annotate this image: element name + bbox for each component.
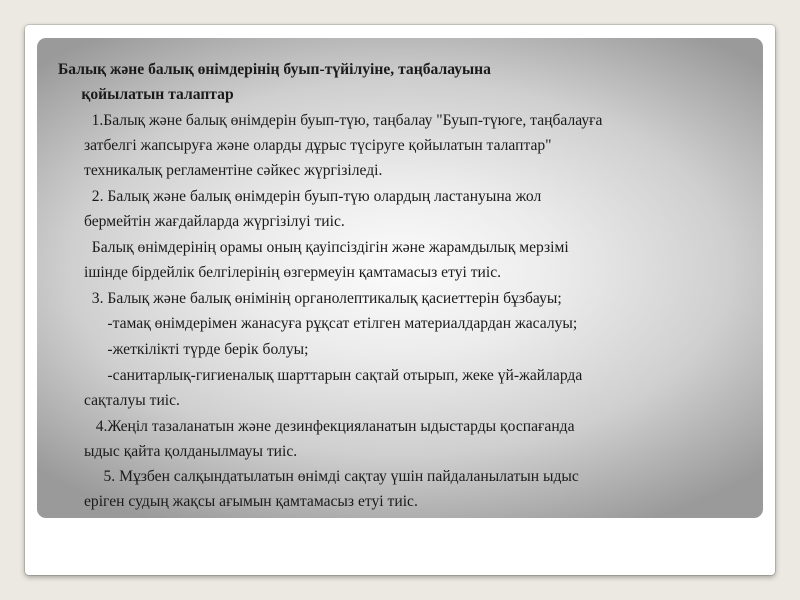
paragraph-4: 3. Балық және балық өнімінің органолептикалық қасиеттерін бұзбауы; xyxy=(84,290,562,307)
slide-heading: Балық және балық өнімдерінің буып-түйілуіне, таңбалауына қойылатын талаптар xyxy=(58,61,491,103)
list-item-2: -жеткілікті түрде берік болуы; xyxy=(84,341,309,358)
list-item-1: -тамақ өнімдерімен жанасуға рұқсат етілген материалдардан жасалуы; xyxy=(84,315,578,332)
paragraph-1: 1.Балық және балық өнімдерін буып-түю, таңбалау "Буып-түюге, таңбалауға затбелгі жапсыруға және оларды дұрыс түсіруге қойылатын талаптар" техникалық регламентіне сәйкес жүргізіледі. xyxy=(84,112,603,179)
paragraph-3: Балық өнімдерінің орамы оның қауіпсіздігін және жарамдылық мерзімі ішінде бірдейлік белгілерінің өзгермеуін қамтамасыз етуі тиіс. xyxy=(84,239,569,281)
paragraph-2: 2. Балық және балық өнімдерін буып-түю олардың ластануына жол бермейтін жағдайларда жүргізілуі тиіс. xyxy=(84,188,542,230)
list-item-3: -санитарлық-гигиеналық шарттарын сақтай отырып, жеке үй-жайларда сақталуы тиіс. xyxy=(84,367,583,409)
paragraph-6: 5. Мұзбен салқындатылатын өнімді сақтау үшін пайдаланылатын ыдыс еріген судың жақсы ағымын қамтамасыз етуі тиіс. xyxy=(84,468,579,510)
content-panel xyxy=(37,38,763,518)
paragraph-5: 4.Жеңіл тазаланатын және дезинфекцияланатын ыдыстарды қоспағанда ыдыс қайта қолданылмауы тиіс. xyxy=(84,418,575,460)
